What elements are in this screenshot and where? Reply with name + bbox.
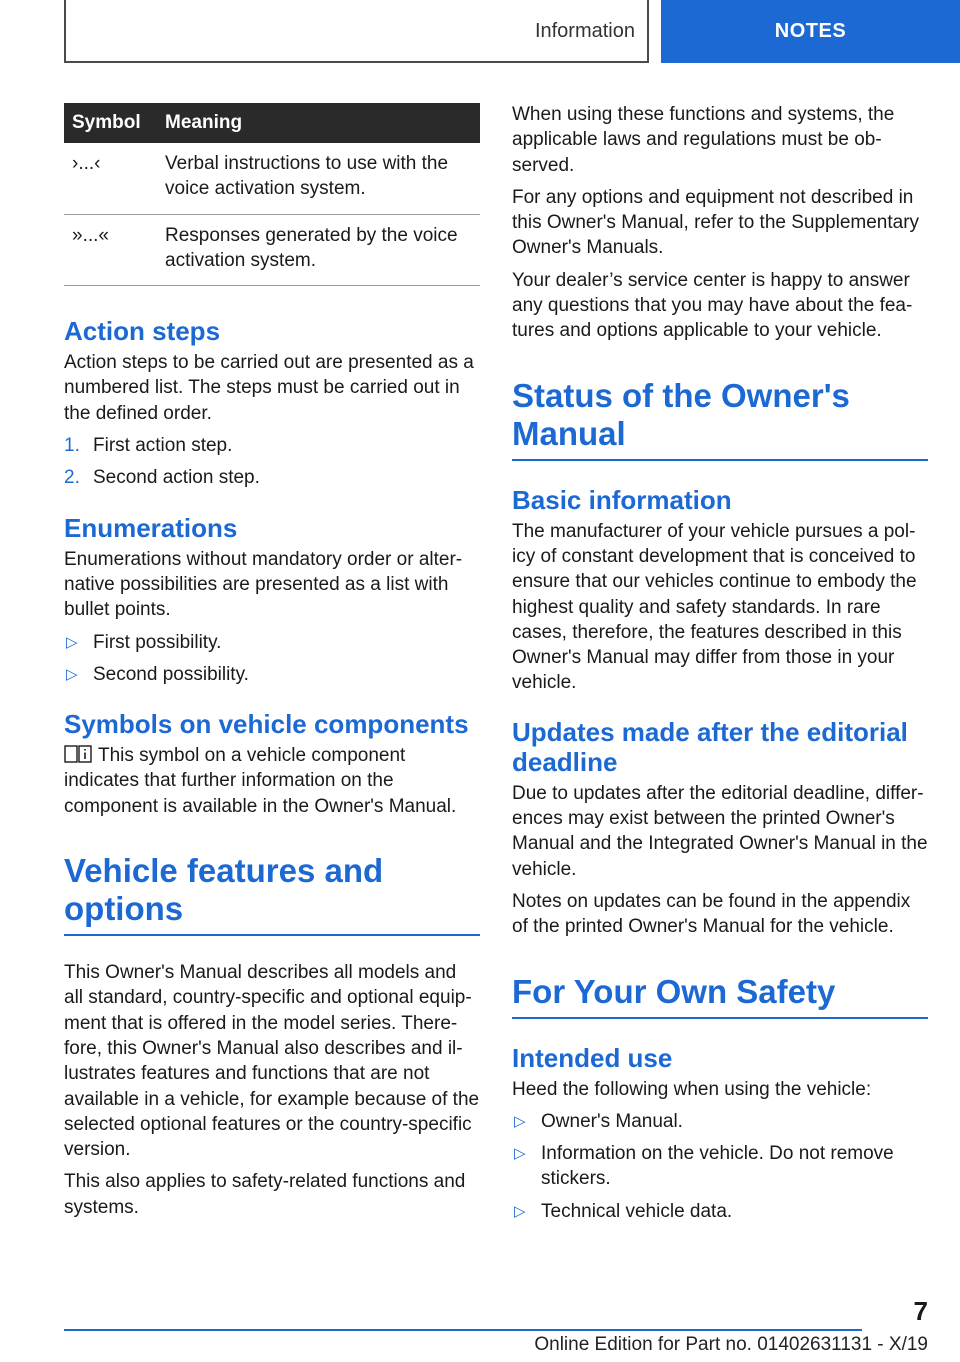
step-text: Second action step.: [93, 467, 260, 489]
table-row: [64, 214, 480, 286]
enumerations-heading: Enumerations: [64, 512, 238, 543]
step-number: 2.: [64, 467, 80, 489]
bullet-text: Technical vehicle data.: [541, 1200, 733, 1222]
action-steps-list: [64, 433, 480, 491]
list-item: [512, 1199, 928, 1224]
symbols-text: This symbol on a vehicle component indicates that further information on the component is available in the Owner's Manual.: [64, 745, 457, 817]
intended-use-text: Heed the following when using the vehicle:: [512, 1078, 872, 1100]
bullet-triangle-icon: ▷: [66, 633, 78, 651]
chapter-tab[interactable]: NOTES: [661, 0, 960, 63]
list-item: [64, 433, 480, 458]
bullet-triangle-icon: ▷: [514, 1145, 526, 1163]
status-heading: Status of the Owner's Manual: [512, 377, 928, 461]
symbol-table: [64, 103, 480, 286]
updates-text-1: Due to updates after the editorial deadline, differ-ences may exist between the printed Owner's Manual and the Integrated Owner's Manual in the vehicle.: [512, 782, 928, 880]
supplementary-text: For any options and equipment not described in this Owner's Manual, refer to the Supplementary Owner's Manuals.: [512, 186, 920, 259]
table-header-meaning: Meaning: [157, 103, 480, 143]
meaning-cell: Verbal instructions to use with the voice activation system.: [157, 143, 480, 214]
symbols-paragraph: [64, 743, 480, 819]
list-item: [64, 465, 480, 490]
section-title: Information: [534, 20, 635, 42]
dealer-text: Your dealer’s service center is happy to answer any questions that you may have about the fea-tures and options applicable to your vehicle.: [512, 269, 913, 342]
step-number: 1.: [64, 435, 80, 457]
list-item: [512, 1141, 928, 1192]
list-item: [64, 630, 480, 655]
table-row: [64, 143, 480, 214]
functions-text: When using these functions and systems, the applicable laws and regulations must be ob-served.: [512, 104, 895, 176]
intended-use-list: [512, 1109, 928, 1224]
enumerations-list: [64, 630, 480, 688]
list-item: [64, 662, 480, 687]
right-column: [512, 102, 928, 1232]
action-steps-heading: Action steps: [64, 316, 221, 347]
page-header: [0, 0, 960, 66]
enumerations-text: Enumerations without mandatory order or alter-native possibilities are presented as a list with bullet points.: [64, 548, 463, 621]
symbol-cell: ›...‹: [64, 143, 157, 214]
footer-divider: [64, 1329, 862, 1331]
action-steps-text: Action steps to be carried out are presented as a numbered list. The steps must be carried out in the defined order.: [64, 352, 474, 424]
basic-info-heading: Basic information: [512, 484, 732, 515]
vehicle-features-text-1: This Owner's Manual describes all models and all standard, country-specific and optional equip-ment that is offered in the model series. There-fore, this Owner's Manual also describes and il-lustrates features and functions that are not available in a vehicle, for example because of the selected optional features or the country-specific version.: [64, 962, 480, 1161]
left-column: [64, 103, 480, 1227]
page-number: 7: [913, 1296, 928, 1326]
bullet-triangle-icon: ▷: [514, 1202, 526, 1220]
symbols-heading: Symbols on vehicle components: [64, 709, 469, 740]
basic-info-text: The manufacturer of your vehicle pursues a pol-icy of constant development that is conceived to ensure that our vehicles continue to embody the highest quality and safety standards. In rare cases, therefore, the features described in this Owner's Manual may differ from those in your vehicle.: [512, 520, 917, 694]
symbol-cell: »...«: [64, 214, 157, 286]
vehicle-features-heading: Vehicle features and options: [64, 852, 480, 936]
meaning-cell: Responses generated by the voice activation system.: [157, 214, 480, 286]
table-header-symbol: Symbol: [64, 103, 157, 143]
bullet-triangle-icon: ▷: [66, 665, 78, 683]
intended-use-heading: Intended use: [512, 1042, 673, 1073]
bullet-text: Second possibility.: [93, 663, 249, 685]
bullet-text: First possibility.: [93, 631, 222, 653]
step-text: First action step.: [93, 435, 233, 457]
vehicle-features-text-2: This also applies to safety-related functions and systems.: [64, 1171, 466, 1218]
updates-text-2: Notes on updates can be found in the appendix of the printed Owner's Manual for the vehicle.: [512, 890, 911, 938]
list-item: [512, 1109, 928, 1134]
bullet-triangle-icon: ▷: [514, 1112, 526, 1130]
updates-heading: Updates made after the editorial deadline: [512, 716, 908, 777]
safety-heading: For Your Own Safety: [512, 973, 928, 1019]
owners-manual-book-icon: [64, 744, 92, 764]
edition-footer: Online Edition for Part no. 01402631131 - X/19: [534, 1334, 928, 1355]
bullet-text: Owner's Manual.: [541, 1110, 683, 1132]
bullet-text: Information on the vehicle. Do not remove stickers.: [541, 1143, 894, 1190]
